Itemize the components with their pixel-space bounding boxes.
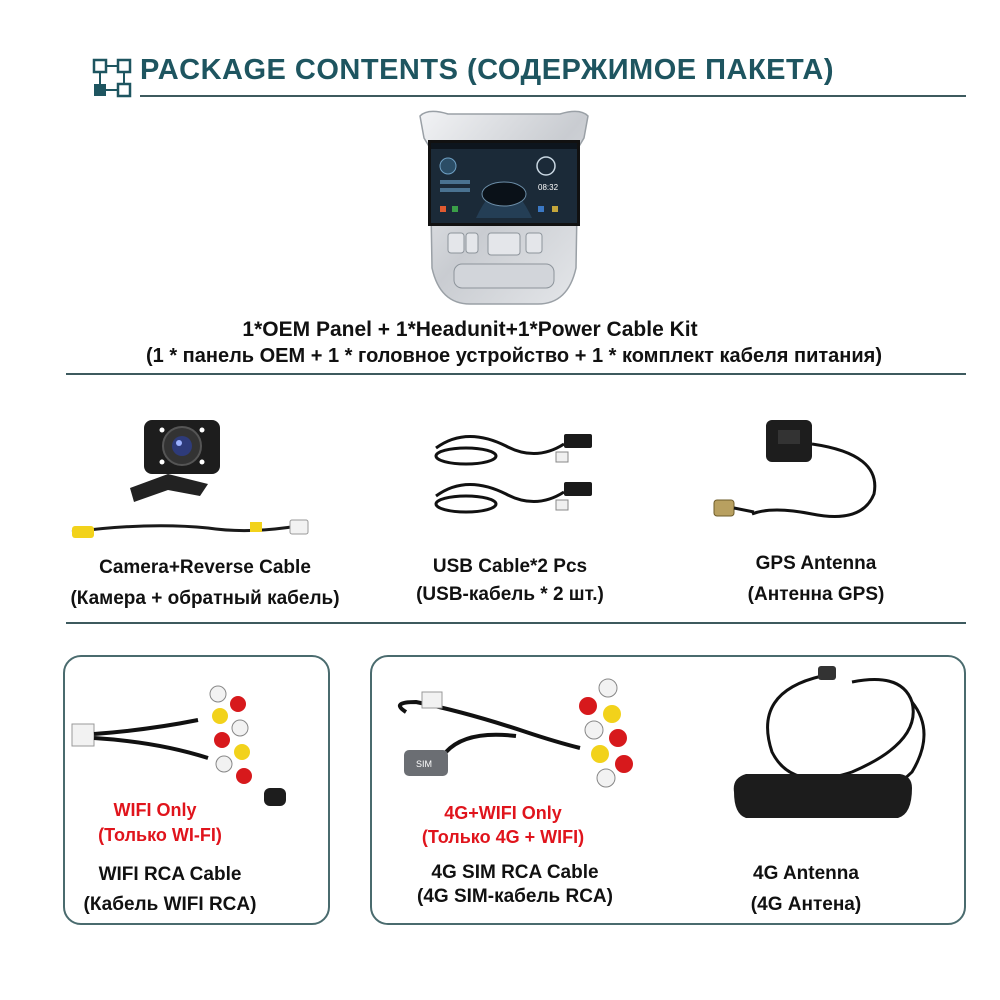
header-logo-icon (92, 58, 132, 98)
wifi-note: WIFI Only (113, 800, 197, 820)
camera-image (68, 410, 330, 550)
header-divider (140, 95, 966, 97)
sim-rca-cable-image (386, 672, 650, 798)
wifi-rca-cable-image (68, 670, 294, 810)
gps-antenna-image (712, 414, 892, 534)
4g-antenna-label: 4G Antenna (753, 863, 859, 884)
camera-label-ru: (Камера + обратный кабель) (70, 588, 340, 609)
wifi-label-ru: (Кабель WIFI RCA) (83, 894, 257, 915)
sim-tag: SIM (416, 759, 433, 769)
wifi-note-ru: (Только WI-FI) (98, 825, 222, 845)
usb-label: USB Cable*2 Pcs (432, 556, 588, 577)
4g-antenna-image (712, 662, 946, 832)
gps-label-ru: (Антенна GPS) (747, 584, 885, 605)
wifi-label: WIFI RCA Cable (98, 864, 242, 885)
sim-label-ru: (4G SIM-кабель RCA) (417, 886, 613, 907)
panel-caption: 1*OEM Panel + 1*Headunit+1*Power Cable Kit (242, 318, 698, 341)
oem-panel-image (418, 108, 590, 306)
panel-caption-ru: (1 * панель OEM + 1 * головное устройство + 1 * комплект кабеля питания) (145, 345, 882, 367)
sim-note-ru: (Только 4G + WIFI) (421, 827, 585, 847)
4g-antenna-label-ru: (4G Антена) (750, 894, 862, 915)
gps-label: GPS Antenna (755, 553, 877, 574)
sim-label: 4G SIM RCA Cable (431, 862, 599, 883)
section-divider-1 (66, 373, 966, 375)
usb-label-ru: (USB-кабель * 2 шт.) (416, 584, 604, 605)
usb-cables-image (426, 422, 604, 522)
page-title: PACKAGE CONTENTS (СОДЕРЖИМОЕ ПАКЕТА) (140, 54, 834, 86)
sim-note: 4G+WIFI Only (444, 803, 562, 823)
screen-time: 08:32 (538, 183, 559, 192)
camera-label: Camera+Reverse Cable (99, 557, 311, 578)
section-divider-2 (66, 622, 966, 624)
